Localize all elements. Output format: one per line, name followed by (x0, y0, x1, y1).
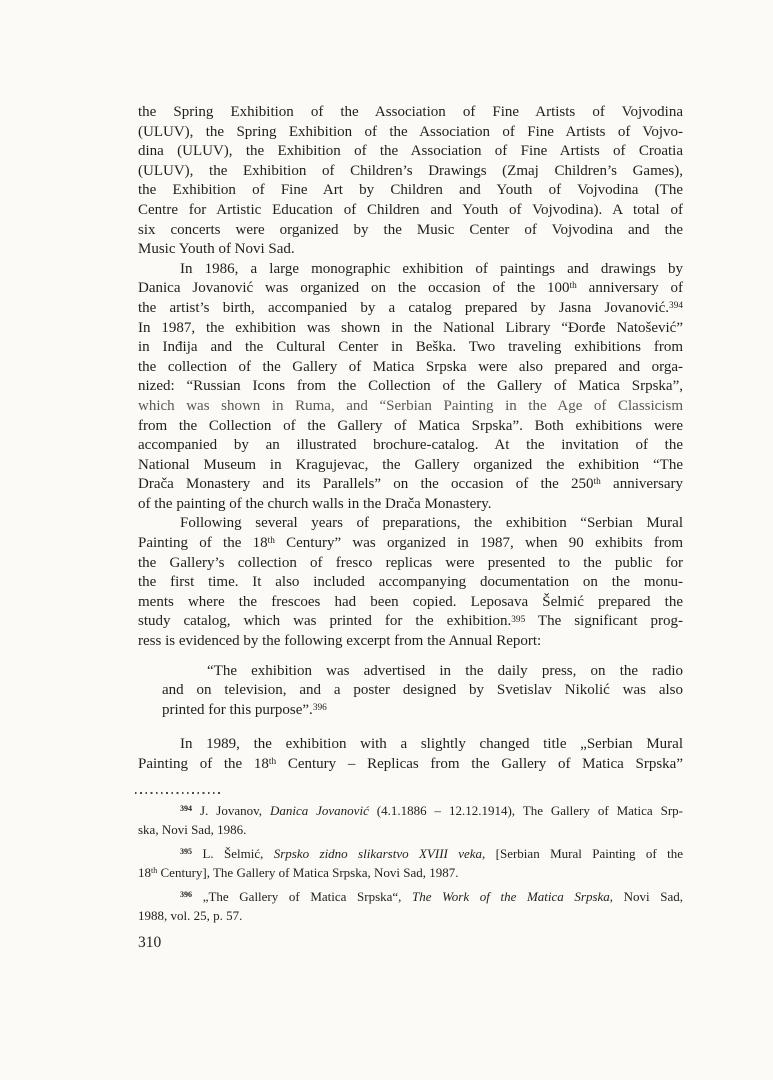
footnote-line: $^{395}$ L. Šelmić, Srpsko zidno slikarstvo XVIII veka, [Serbian Mural Painting of the (180, 845, 683, 861)
text-line: the Gallery’s collection of fresco replicas were presented to the public for (138, 554, 683, 571)
footnote-separator (135, 792, 223, 794)
text-line: “The exhibition was advertised in the daily press, on the radio (207, 662, 683, 679)
text-line: Music Youth of Novi Sad. (138, 241, 295, 258)
text-line: in Inđija and the Cultural Center in Beška. Two traveling exhibitions from (138, 339, 683, 356)
text-block (138, 103, 683, 952)
text-line: nized: “Russian Icons from the Collection of the Gallery of Matica Srpska”, (138, 378, 683, 395)
text-line: the Exhibition of Fine Art by Children and Youth of Vojvodina (The (138, 182, 683, 199)
text-line: Painting of the 18th Century – Replicas from the Gallery of Matica Srpska” (138, 756, 683, 772)
footnotes-section (138, 792, 683, 925)
text-line: ments where the frescoes had been copied. Leposava Šelmić prepared the (138, 593, 683, 610)
text-line: Following several years of preparations, the exhibition “Serbian Mural (180, 515, 683, 532)
text-line: Centre for Artistic Education of Children and Youth of Vojvodina). A total of (138, 201, 683, 218)
text-line: which was shown in Ruma, and “Serbian Painting in the Age of Classicism (138, 397, 683, 414)
paragraph-2 (138, 260, 683, 515)
footnote-396 (138, 887, 683, 925)
text-line: accompanied by an illustrated brochure-catalog. At the invitation of the (138, 437, 683, 454)
footnote-line: ska, Novi Sad, 1986. (138, 821, 247, 837)
text-line: the first time. It also included accompanying documentation on the monu- (138, 574, 683, 591)
text-line: of the painting of the church walls in the Drača Monastery. (138, 495, 492, 512)
footnote-line: $^{396}$ „The Gallery of Matica Srpska“, The Work of the Matica Srpska, Novi Sad, (180, 888, 683, 904)
text-line: the collection of the Gallery of Matica Srpska were also prepared and orga- (138, 358, 683, 375)
text-line: Danica Jovanović was organized on the occasion of the 100th anniversary of (138, 280, 683, 297)
text-line: from the Collection of the Gallery of Matica Srpska”. Both exhibitions were (138, 417, 683, 434)
blockquote (162, 662, 683, 721)
footnote-395 (138, 844, 683, 882)
text-line: dina (ULUV), the Exhibition of the Association of Fine Artists of Croatia (138, 143, 683, 160)
text-line: In 1989, the exhibition with a slightly changed title „Serbian Mural (180, 736, 683, 753)
text-line: study catalog, which was printed for the exhibition.$^{395}$ The significant prog- (138, 613, 683, 630)
text-line: Drača Monastery and its Parallels” on the occasion of the 250th anniversary (138, 476, 683, 493)
page-number: 310 (138, 933, 162, 951)
text-line: (ULUV), the Spring Exhibition of the Association of Fine Artists of Vojvo- (138, 123, 683, 140)
text-line: six concerts were organized by the Music Center of Vojvodina and the (138, 221, 683, 238)
text-line: the artist’s birth, accompanied by a catalog prepared by Jasna Jovanović.$^{394}$ (138, 299, 683, 316)
footnote-line: 1988, vol. 25, p. 57. (138, 907, 243, 923)
footnote-394 (138, 801, 683, 839)
text-line: and on television, and a poster designed by Svetislav Nikolić was also (162, 682, 683, 699)
text-line: (ULUV), the Exhibition of Children’s Drawings (Zmaj Children’s Games), (138, 162, 683, 179)
paragraph-3 (138, 514, 683, 651)
footnote-line: $^{394}$ J. Jovanov, Danica Jovanović (4.1.1886 – 12.12.1914), The Gallery of Matica Srp- (180, 802, 683, 818)
text-line: ress is evidenced by the following excerpt from the Annual Report: (138, 633, 542, 650)
text-line: the Spring Exhibition of the Association of Fine Artists of Vojvodina (138, 104, 683, 120)
paragraph-1 (138, 103, 683, 260)
text-line: In 1987, the exhibition was shown in the National Library “Đorđe Natošević” (138, 319, 683, 336)
text-line: Painting of the 18th Century” was organized in 1987, when 90 exhibits from (138, 535, 683, 552)
text-line: In 1986, a large monographic exhibition of paintings and drawings by (180, 260, 683, 277)
footnote-line: 18th Century], The Gallery of Matica Srpska, Novi Sad, 1987. (138, 864, 459, 880)
text-line: National Museum in Kragujevac, the Gallery organized the exhibition “The (138, 456, 683, 473)
text-line: printed for this purpose”.$^{396}$ (162, 701, 327, 718)
paragraph-4 (138, 735, 683, 774)
